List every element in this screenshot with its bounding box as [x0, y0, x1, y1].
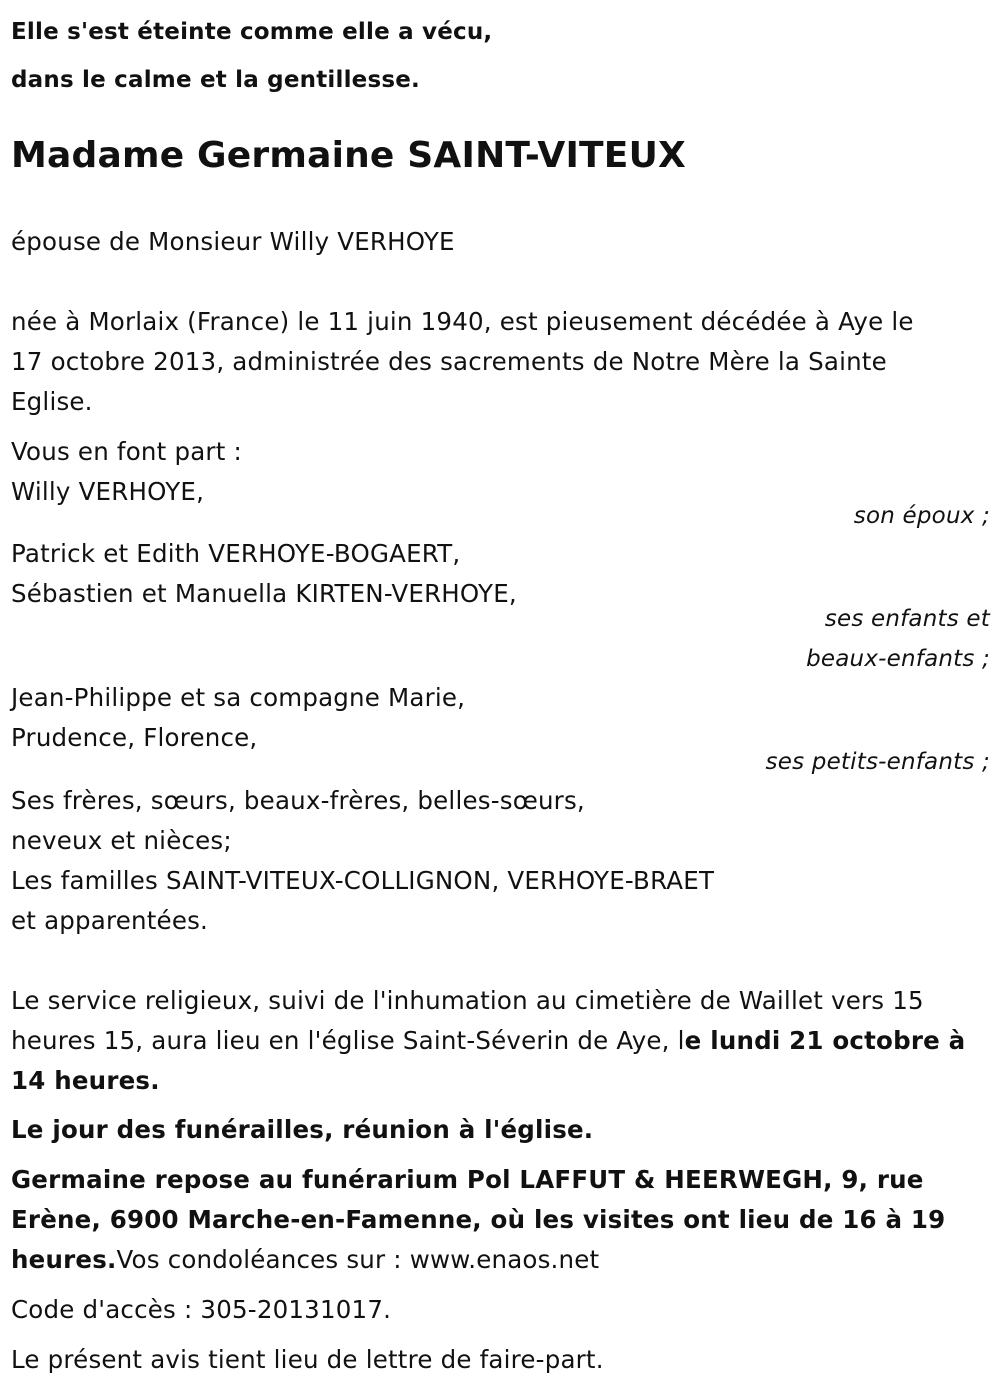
funeral-home-line-3	[11, 1240, 990, 1280]
extended-family	[11, 781, 990, 941]
closing-text: Le présent avis tient lieu de lettre de faire-part.	[11, 1345, 604, 1374]
birth-death-line-3: Eglise.	[11, 387, 93, 416]
relation-text: beaux-enfants ;	[806, 646, 990, 672]
extended-family-line: et apparentées.	[11, 906, 209, 935]
spouse-text: épouse de Monsieur Willy VERHOYE	[11, 227, 455, 256]
extended-family-line: Ses frères, sœurs, beaux-frères, belles-sœurs,	[11, 786, 585, 815]
family-member: Patrick et Edith VERHOYE-BOGAERT,	[11, 539, 461, 568]
relation-children	[11, 599, 990, 679]
service-line-1: Le service religieux, suivi de l'inhumation au cimetière de Waillet vers 15	[11, 986, 924, 1015]
service-time: 14 heures.	[11, 1066, 160, 1095]
gathering-note	[11, 1110, 990, 1150]
family-member: Willy VERHOYE,	[11, 477, 205, 506]
gathering-text: Le jour des funérailles, réunion à l'église.	[11, 1115, 594, 1144]
relation-text: ses enfants et	[824, 606, 990, 632]
service-paragraph	[11, 981, 990, 1101]
deceased-name: Madame Germaine SAINT-VITEUX	[11, 135, 686, 176]
epigraph	[11, 8, 492, 104]
relation-text: son époux ;	[853, 503, 990, 529]
birth-death-line-1: née à Morlaix (France) le 11 juin 1940, est pieusement décédée à Aye le	[11, 307, 914, 336]
relation-spouse	[11, 496, 990, 536]
service-date: e lundi 21 octobre à	[684, 1026, 966, 1055]
closing-note	[11, 1340, 990, 1380]
relation-grandchildren	[11, 742, 990, 782]
service-line-2	[11, 1021, 990, 1061]
access-code	[11, 1290, 990, 1330]
visit-hours-end: heures.	[11, 1245, 117, 1274]
intro-text: Vous en font part :	[11, 437, 242, 466]
access-code-text: Code d'accès : 305-20131017.	[11, 1295, 392, 1324]
funeral-home-line-2: Erène, 6900 Marche-en-Famenne, où les visites ont lieu de 16 à 19	[11, 1205, 946, 1234]
relation-text: ses petits-enfants ;	[765, 749, 990, 775]
spouse-line	[11, 222, 990, 262]
family-member: Jean-Philippe et sa compagne Marie,	[11, 683, 466, 712]
service-line-2-regular: heures 15, aura lieu en l'église Saint-Séverin de Aye, l	[11, 1026, 685, 1055]
family-member: Sébastien et Manuella KIRTEN-VERHOYE,	[11, 579, 517, 608]
funeral-home-line-1: Germaine repose au funérarium Pol LAFFUT & HEERWEGH, 9, rue	[11, 1165, 924, 1194]
extended-family-line: neveux et nièces;	[11, 826, 232, 855]
extended-family-line: Les familles SAINT-VITEUX-COLLIGNON, VERHOYE-BRAET	[11, 866, 715, 895]
announcement-intro	[11, 432, 990, 472]
epigraph-line-2: dans le calme et la gentillesse.	[11, 67, 420, 93]
birth-death-paragraph	[11, 302, 990, 422]
birth-death-line-2: 17 octobre 2013, administrée des sacrements de Notre Mère la Sainte	[11, 347, 887, 376]
epigraph-line-1: Elle s'est éteinte comme elle a vécu,	[11, 19, 493, 45]
condolences-text: Vos condoléances sur : www.enaos.net	[116, 1245, 600, 1274]
family-member: Prudence, Florence,	[11, 723, 258, 752]
funeral-home-paragraph	[11, 1160, 990, 1280]
